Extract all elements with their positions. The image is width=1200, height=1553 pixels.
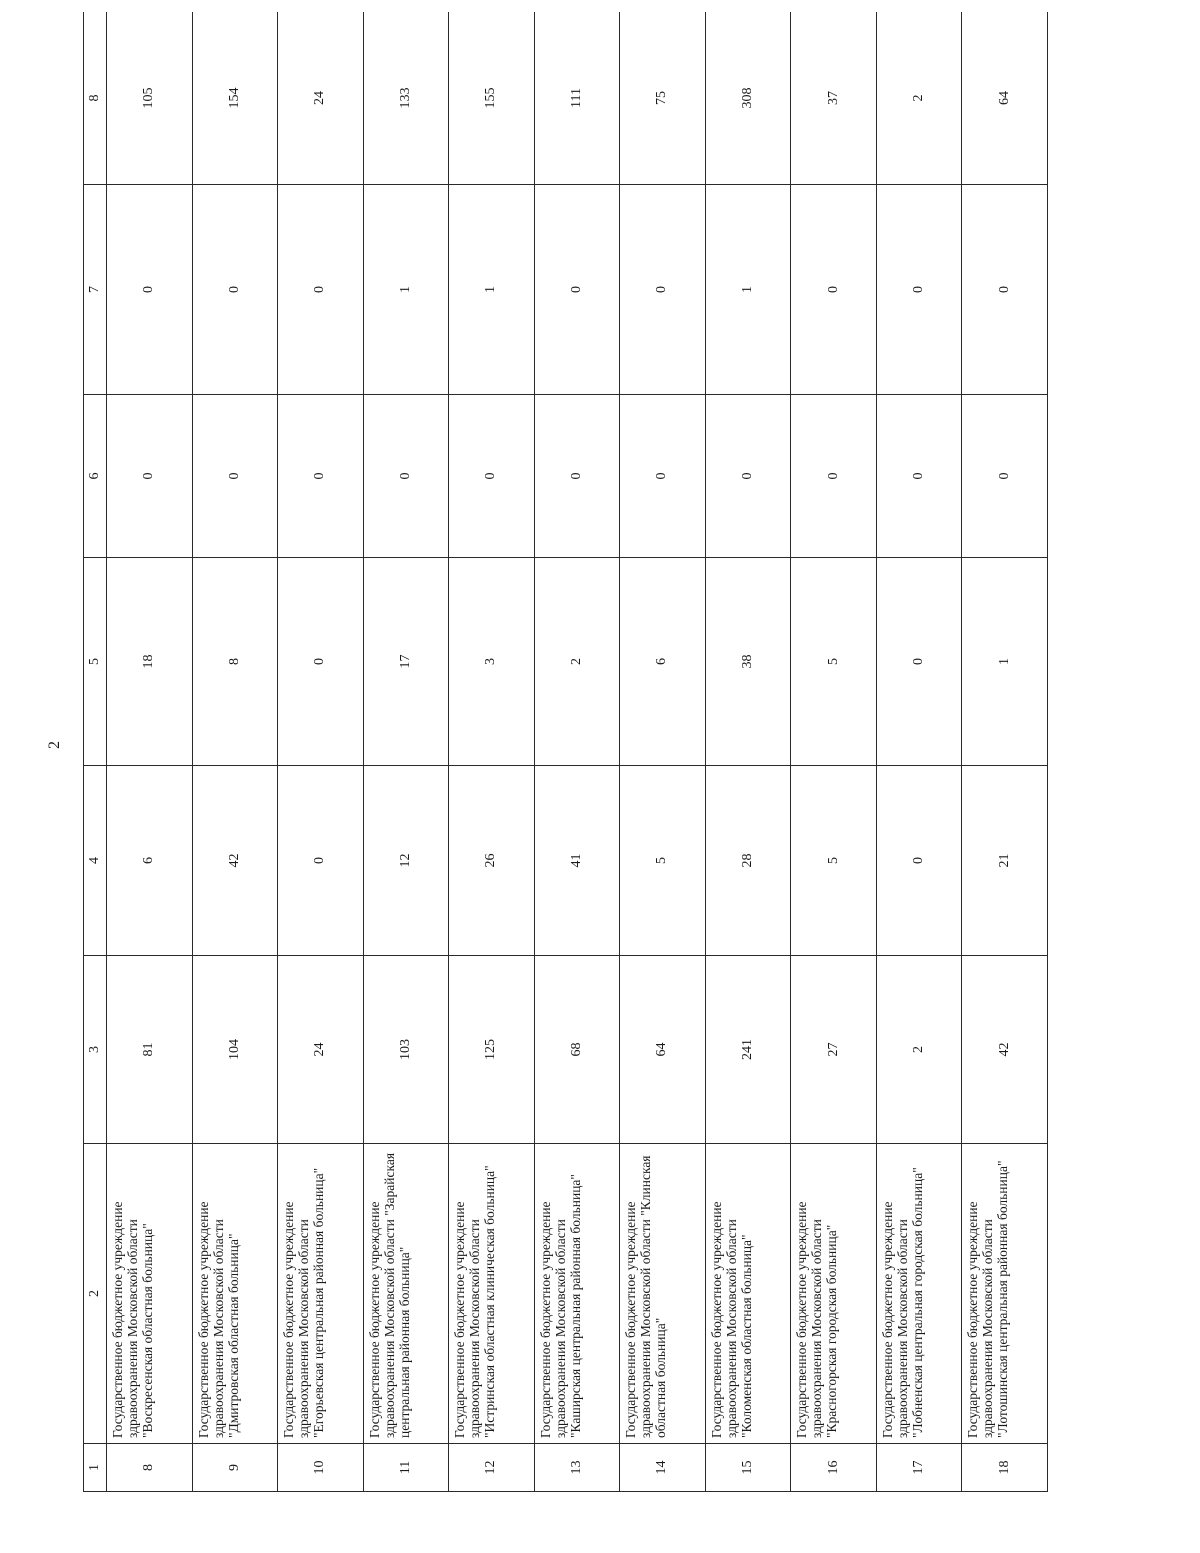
cell-col6: 0: [363, 395, 449, 558]
cell-col7: 1: [705, 185, 791, 395]
cell-col8: 155: [449, 12, 535, 185]
cell-col5: 0: [876, 558, 962, 766]
table-row: [534, 12, 620, 1492]
institution-name: Государственное бюджетное учреждение здравоохранения Московской области "Зарайская центральная районная больница": [363, 1144, 449, 1444]
institution-name: Государственное бюджетное учреждение здравоохранения Московской области "Лотошинская центральная районная больница": [962, 1144, 1048, 1444]
table-row: [107, 12, 193, 1492]
cell-col8: 308: [705, 12, 791, 185]
cell-col8: 24: [278, 12, 364, 185]
cell-col7: 0: [791, 185, 877, 395]
table-row: [192, 12, 278, 1492]
table-row: [705, 12, 791, 1492]
cell-col4: 28: [705, 766, 791, 956]
institution-name: Государственное бюджетное учреждение здравоохранения Московской области "Каширская центральная районная больница": [534, 1144, 620, 1444]
cell-col8: 133: [363, 12, 449, 185]
institution-name: Государственное бюджетное учреждение здравоохранения Московской области "Лобненская центральная городская больница": [876, 1144, 962, 1444]
cell-col4: 21: [962, 766, 1048, 956]
cell-col3: 42: [962, 956, 1048, 1144]
cell-col3: 64: [620, 956, 706, 1144]
cell-col5: 5: [791, 558, 877, 766]
cell-col3: 2: [876, 956, 962, 1144]
cell-col3: 68: [534, 956, 620, 1144]
cell-col7: 0: [962, 185, 1048, 395]
column-header: 8: [84, 12, 107, 185]
cell-col7: 0: [107, 185, 193, 395]
cell-col8: 105: [107, 12, 193, 185]
rotated-table: [83, 12, 1048, 1492]
row-number: 16: [791, 1444, 877, 1492]
table-row: [278, 12, 364, 1492]
cell-col8: 75: [620, 12, 706, 185]
row-number: 14: [620, 1444, 706, 1492]
table-container: [83, 12, 1048, 1492]
table-row: [449, 12, 535, 1492]
cell-col6: 0: [534, 395, 620, 558]
table-row: [363, 12, 449, 1492]
cell-col8: 2: [876, 12, 962, 185]
cell-col4: 26: [449, 766, 535, 956]
row-number: 8: [107, 1444, 193, 1492]
table-header-row: [84, 12, 107, 1492]
column-header: 1: [84, 1444, 107, 1492]
institution-name: Государственное бюджетное учреждение здравоохранения Московской области "Дмитровская областная больница": [192, 1144, 278, 1444]
cell-col3: 24: [278, 956, 364, 1144]
column-header: 3: [84, 956, 107, 1144]
institution-name: Государственное бюджетное учреждение здравоохранения Московской области "Воскресенская областная больница": [107, 1144, 193, 1444]
cell-col3: 27: [791, 956, 877, 1144]
cell-col4: 0: [876, 766, 962, 956]
cell-col6: 0: [962, 395, 1048, 558]
cell-col5: 18: [107, 558, 193, 766]
cell-col6: 0: [705, 395, 791, 558]
cell-col5: 0: [278, 558, 364, 766]
cell-col8: 37: [791, 12, 877, 185]
column-header: 6: [84, 395, 107, 558]
cell-col7: 1: [449, 185, 535, 395]
cell-col3: 241: [705, 956, 791, 1144]
cell-col4: 6: [107, 766, 193, 956]
cell-col4: 0: [278, 766, 364, 956]
cell-col6: 0: [449, 395, 535, 558]
institution-name: Государственное бюджетное учреждение здравоохранения Московской области "Коломенская областная больница": [705, 1144, 791, 1444]
cell-col5: 38: [705, 558, 791, 766]
institution-name: Государственное бюджетное учреждение здравоохранения Московской области "Истринская областная клиническая больница": [449, 1144, 535, 1444]
cell-col4: 42: [192, 766, 278, 956]
table-row: [791, 12, 877, 1492]
cell-col6: 0: [791, 395, 877, 558]
cell-col3: 81: [107, 956, 193, 1144]
cell-col3: 104: [192, 956, 278, 1144]
hospital-table: [83, 12, 1048, 1492]
institution-name: Государственное бюджетное учреждение здравоохранения Московской области "Клинская областная больница": [620, 1144, 706, 1444]
cell-col5: 2: [534, 558, 620, 766]
cell-col6: 0: [107, 395, 193, 558]
institution-name: Государственное бюджетное учреждение здравоохранения Московской области "Егорьевская центральная районная больница": [278, 1144, 364, 1444]
column-header: 7: [84, 185, 107, 395]
cell-col5: 6: [620, 558, 706, 766]
cell-col3: 125: [449, 956, 535, 1144]
cell-col8: 154: [192, 12, 278, 185]
cell-col7: 0: [534, 185, 620, 395]
row-number: 9: [192, 1444, 278, 1492]
table-row: [962, 12, 1048, 1492]
table-row: [620, 12, 706, 1492]
cell-col7: 1: [363, 185, 449, 395]
cell-col5: 17: [363, 558, 449, 766]
cell-col7: 0: [192, 185, 278, 395]
cell-col4: 12: [363, 766, 449, 956]
cell-col7: 0: [278, 185, 364, 395]
cell-col7: 0: [620, 185, 706, 395]
page-number: 2: [46, 741, 63, 749]
cell-col6: 0: [620, 395, 706, 558]
cell-col6: 0: [192, 395, 278, 558]
institution-name: Государственное бюджетное учреждение здравоохранения Московской области "Красногорская городская больница": [791, 1144, 877, 1444]
cell-col4: 5: [620, 766, 706, 956]
cell-col6: 0: [278, 395, 364, 558]
cell-col4: 41: [534, 766, 620, 956]
cell-col4: 5: [791, 766, 877, 956]
cell-col5: 3: [449, 558, 535, 766]
cell-col8: 64: [962, 12, 1048, 185]
column-header: 4: [84, 766, 107, 956]
cell-col5: 1: [962, 558, 1048, 766]
row-number: 18: [962, 1444, 1048, 1492]
cell-col8: 111: [534, 12, 620, 185]
row-number: 10: [278, 1444, 364, 1492]
column-header: 5: [84, 558, 107, 766]
cell-col3: 103: [363, 956, 449, 1144]
cell-col6: 0: [876, 395, 962, 558]
cell-col5: 8: [192, 558, 278, 766]
row-number: 12: [449, 1444, 535, 1492]
row-number: 15: [705, 1444, 791, 1492]
column-header: 2: [84, 1144, 107, 1444]
row-number: 11: [363, 1444, 449, 1492]
cell-col7: 0: [876, 185, 962, 395]
row-number: 13: [534, 1444, 620, 1492]
table-row: [876, 12, 962, 1492]
row-number: 17: [876, 1444, 962, 1492]
